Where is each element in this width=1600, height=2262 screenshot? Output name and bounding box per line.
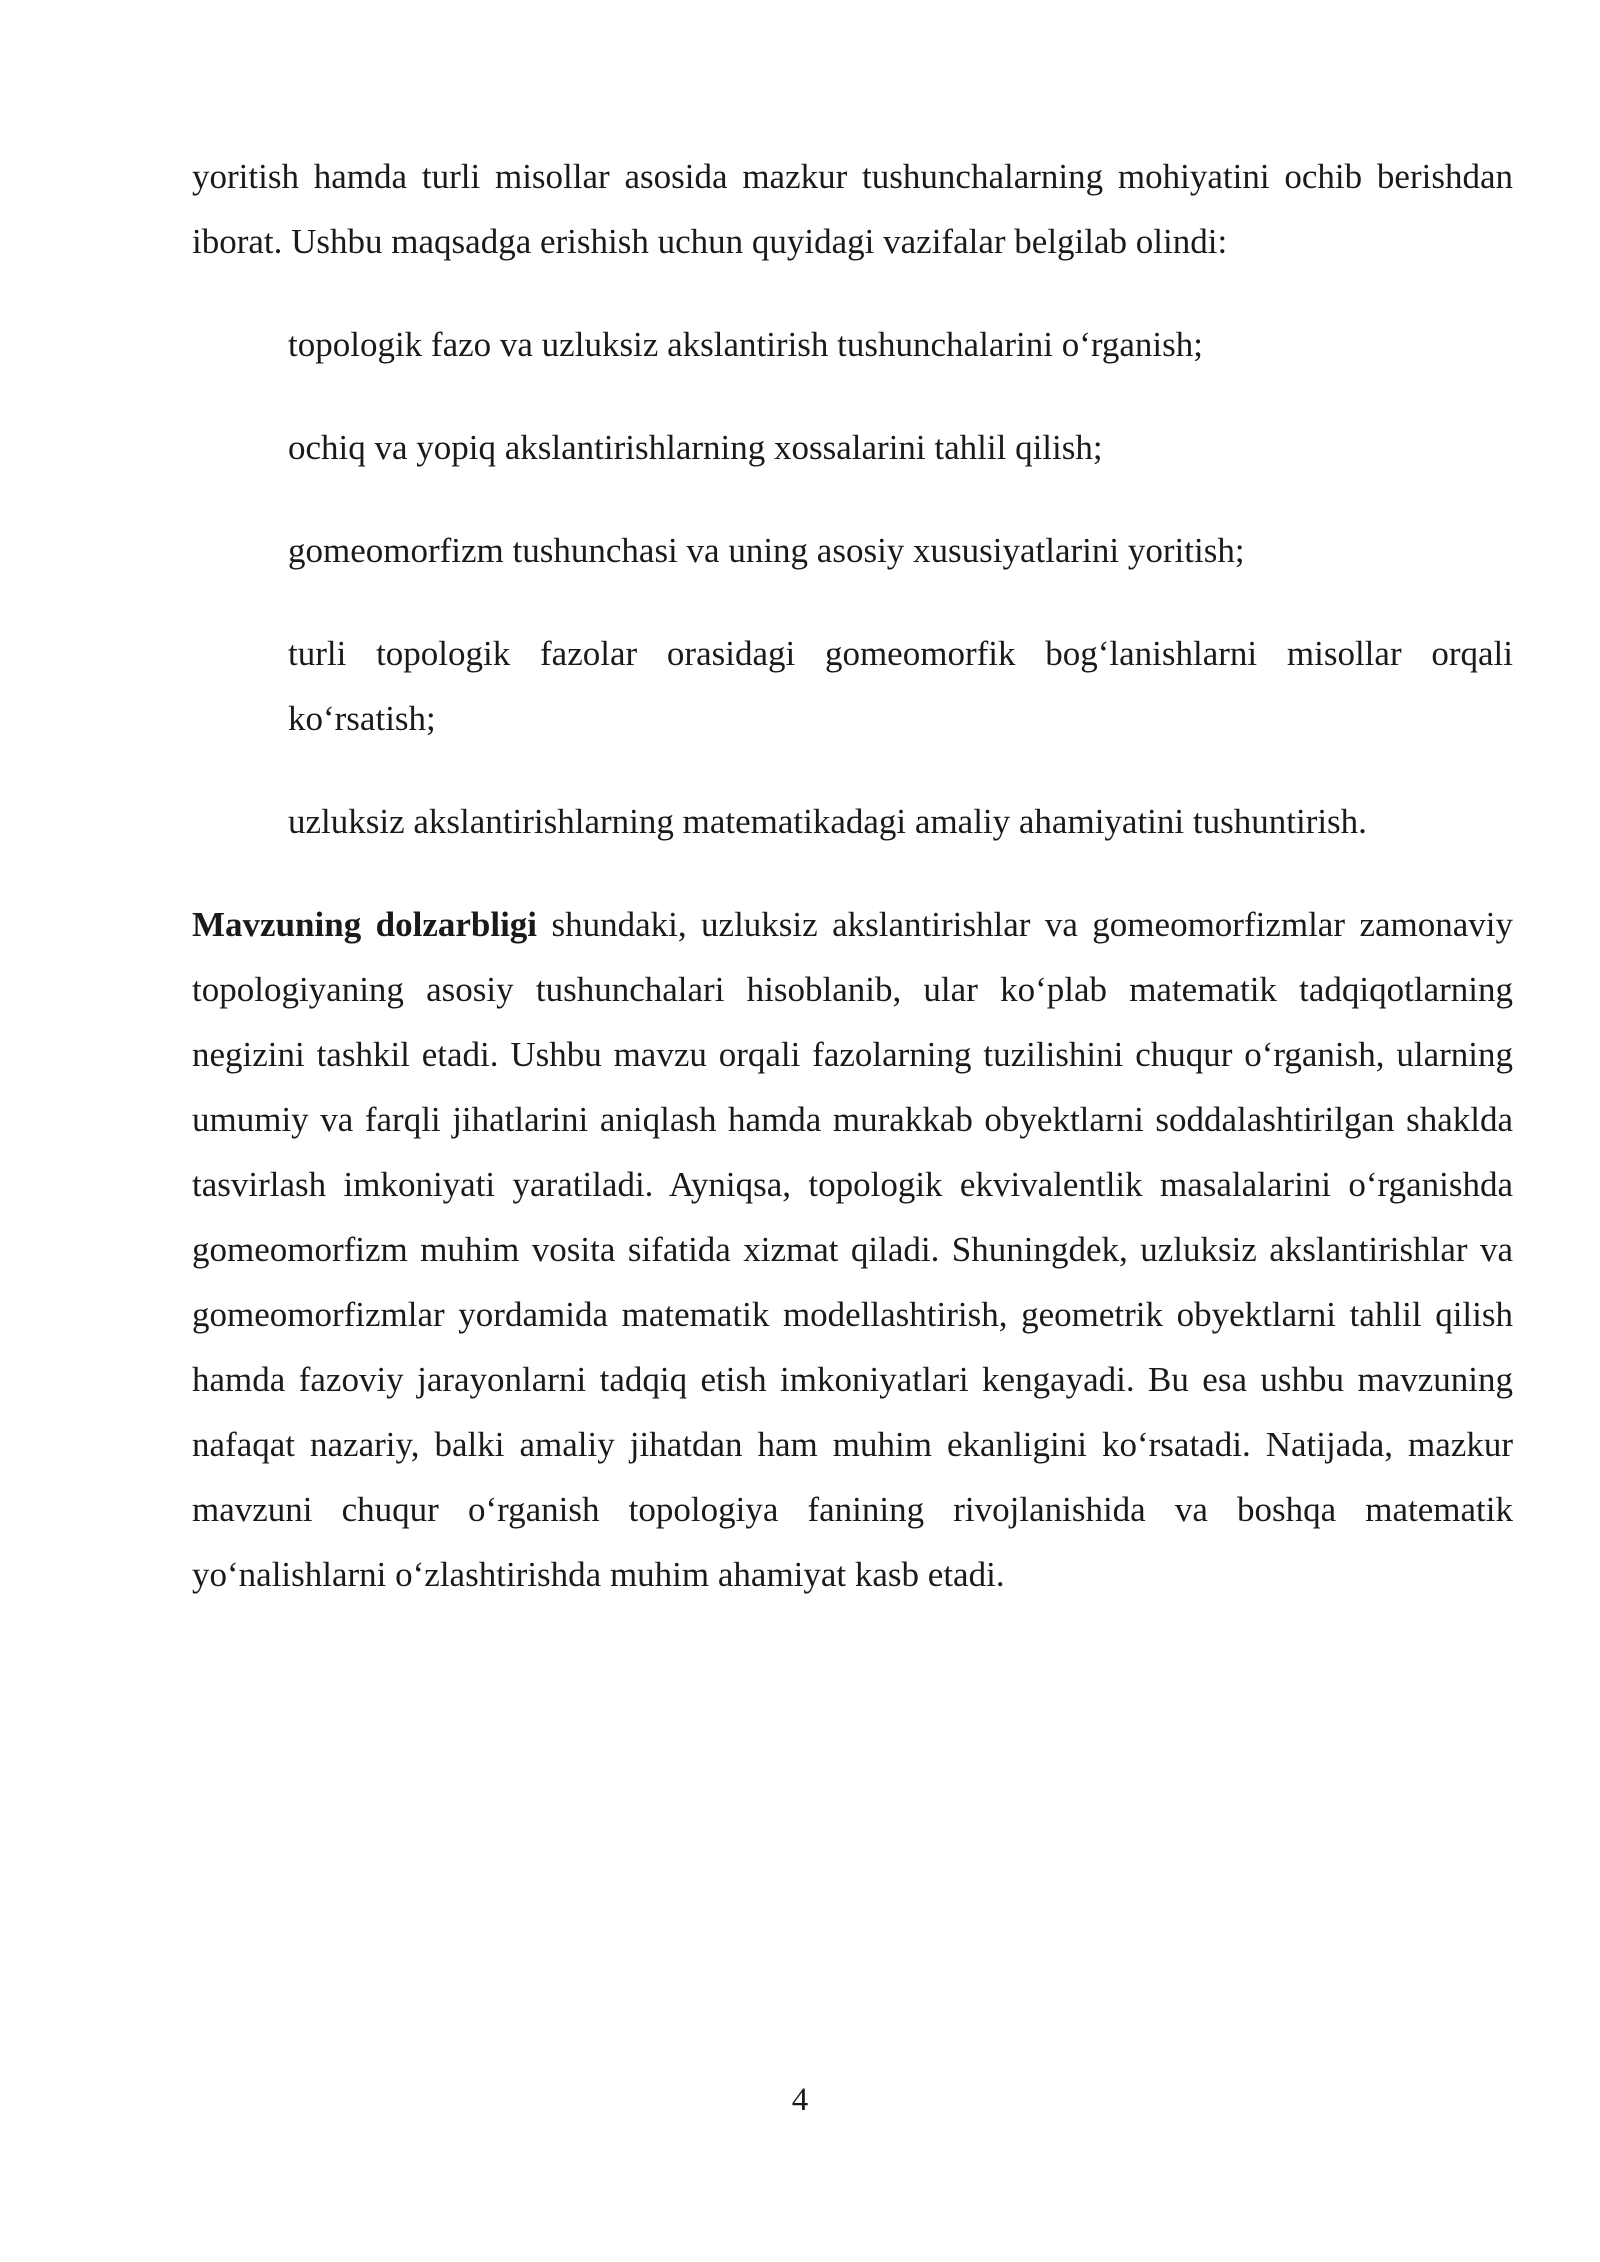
task-item: gomeomorfizm tushunchasi va uning asosiy xususiyatlarini yoritish; xyxy=(288,531,1245,570)
relevance-paragraph xyxy=(192,892,1513,1607)
task-item: uzluksiz akslantirishlarning matematikadagi amaliy ahamiyatini tushuntirish. xyxy=(288,802,1367,841)
relevance-body: shundaki, uzluksiz akslantirishlar va gomeomorfizmlar zamonaviy topologiyaning asosiy tushunchalari hisoblanib, ular ko‘plab matematik tadqiqotlarning negizini tashkil etadi. Ushbu mavzu orqali fazolarning tuzilishini chuqur o‘rganish, ularning umumiy va farqli jihatlarini aniqlash hamda murakkab obyektlarni soddalashtirilgan shaklda tasvirlash imkoniyati yaratiladi. Ayniqsa, topologik ekvivalentlik masalalarini o‘rganishda gomeomorfizm muhim vosita sifatida xizmat qiladi. Shuningdek, uzluksiz akslantirishlar va gomeomorfizmlar yordamida matematik modellashtirish, geometrik obyektlarni tahlil qilish hamda fazoviy jarayonlarni tadqiq etish imkoniyatlari kengayadi. Bu esa ushbu mavzuning nafaqat nazariy, balki amaliy jihatdan ham muhim ekanligini ko‘rsatadi. Natijada, mazkur mavzuni chuqur o‘rganish topologiya fanining rivojlanishida va boshqa matematik yo‘nalishlarni o‘zlashtirishda muhim ahamiyat kasb etadi. xyxy=(192,905,1513,1594)
page-number: 4 xyxy=(791,2082,809,2118)
page-content xyxy=(192,144,1513,1607)
relevance-heading: Mavzuning dolzarbligi xyxy=(192,905,538,944)
intro-paragraph: yoritish hamda turli misollar asosida mazkur tushunchalarning mohiyatini ochib berishdan iborat. Ushbu maqsadga erishish uchun quyidagi vazifalar belgilab olindi: xyxy=(192,157,1513,261)
task-item: topologik fazo va uzluksiz akslantirish tushunchalarini o‘rganish; xyxy=(288,325,1203,364)
task-item: ochiq va yopiq akslantirishlarning xossalarini tahlil qilish; xyxy=(288,428,1103,467)
task-list xyxy=(192,312,1513,854)
task-item: turli topologik fazolar orasidagi gomeomorfik bog‘lanishlarni misollar orqali ko‘rsatish; xyxy=(288,634,1513,738)
